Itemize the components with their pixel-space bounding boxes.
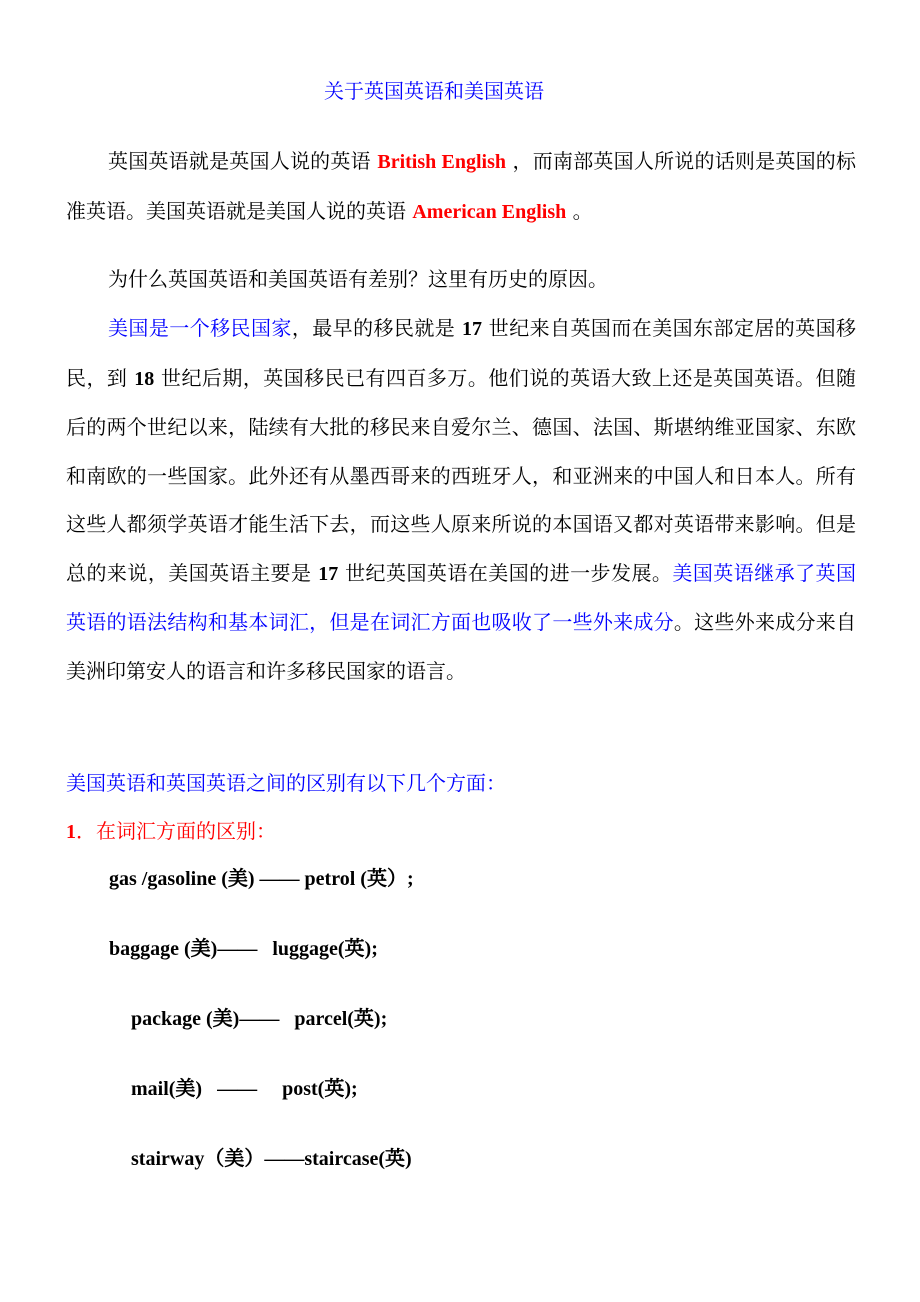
history-text-1: ，最早的移民就是 xyxy=(291,316,463,340)
century-18: 18 xyxy=(134,367,155,390)
section-1-label: ．在词汇方面的区别： xyxy=(76,819,276,843)
century-17-a: 17 xyxy=(462,318,483,340)
century-17-b: 17 xyxy=(318,562,339,585)
history-text-3: 世纪后期，英国移民已有四百多万。他们说的英语大致上还是英国英语。但随后的两个世纪以来，陆续有大批的移民来自爱尔兰、德国、法国、斯堪纳维亚国家、东欧和南欧的一些国家。此外还有从墨西哥来的西班牙人，和亚洲来的中国人和日本人。所有这些人都须学英语才能生活下去，而这些人原来所说的本国语又都对英语带来影响。但是总的来说，美国英语主要是 xyxy=(66,365,857,585)
vocab-pair-mail: mail(美) —— post(英); xyxy=(131,1078,358,1100)
vocab-pair-stairway: stairway（美）——staircase(英) xyxy=(131,1148,412,1170)
section-1-number: 1 xyxy=(66,821,76,843)
differences-heading: 美国英语和英国英语之间的区别有以下几个方面： xyxy=(66,771,506,795)
vocab-pair-package: package (美)—— parcel(英); xyxy=(131,1008,388,1030)
history-text-2: 世纪来自英国而在美国东部定居的英国移民，到 xyxy=(66,316,857,390)
section-1-heading xyxy=(66,816,276,847)
history-highlight-1: 美国是一个移民国家 xyxy=(108,316,292,340)
document-title: 关于英国英语和美国英语 xyxy=(324,79,544,103)
history-text-5: 。这些外来成分来自美洲印第安人的语言和许多移民国家的语言。 xyxy=(66,610,857,683)
british-english-term: British English xyxy=(377,151,506,173)
intro-text-2: ，而南部英国人所说的话则是英国的标准英语。美国英语就是美国人说的英语 xyxy=(66,149,857,223)
history-paragraph xyxy=(66,304,856,695)
history-text-4: 世纪英国英语在美国的进一步发展。 xyxy=(338,560,673,585)
intro-text-1: 英国英语就是英国人说的英语 xyxy=(108,149,378,173)
american-english-term: American English xyxy=(412,200,567,223)
intro-paragraph xyxy=(66,137,856,236)
question-paragraph: 为什么英国英语和美国英语有差别？这里有历史的原因。 xyxy=(108,267,608,291)
history-highlight-2: 美国英语继承了英国英语的语法结构和基本词汇，但是在词汇方面也吸收了一些外来成分 xyxy=(66,560,857,634)
vocab-pair-baggage: baggage (美)—— luggage(英); xyxy=(109,938,378,960)
intro-text-3: 。 xyxy=(566,198,593,223)
vocab-pair-gasoline: gas /gasoline (美) —— petrol (英）; xyxy=(109,868,414,890)
